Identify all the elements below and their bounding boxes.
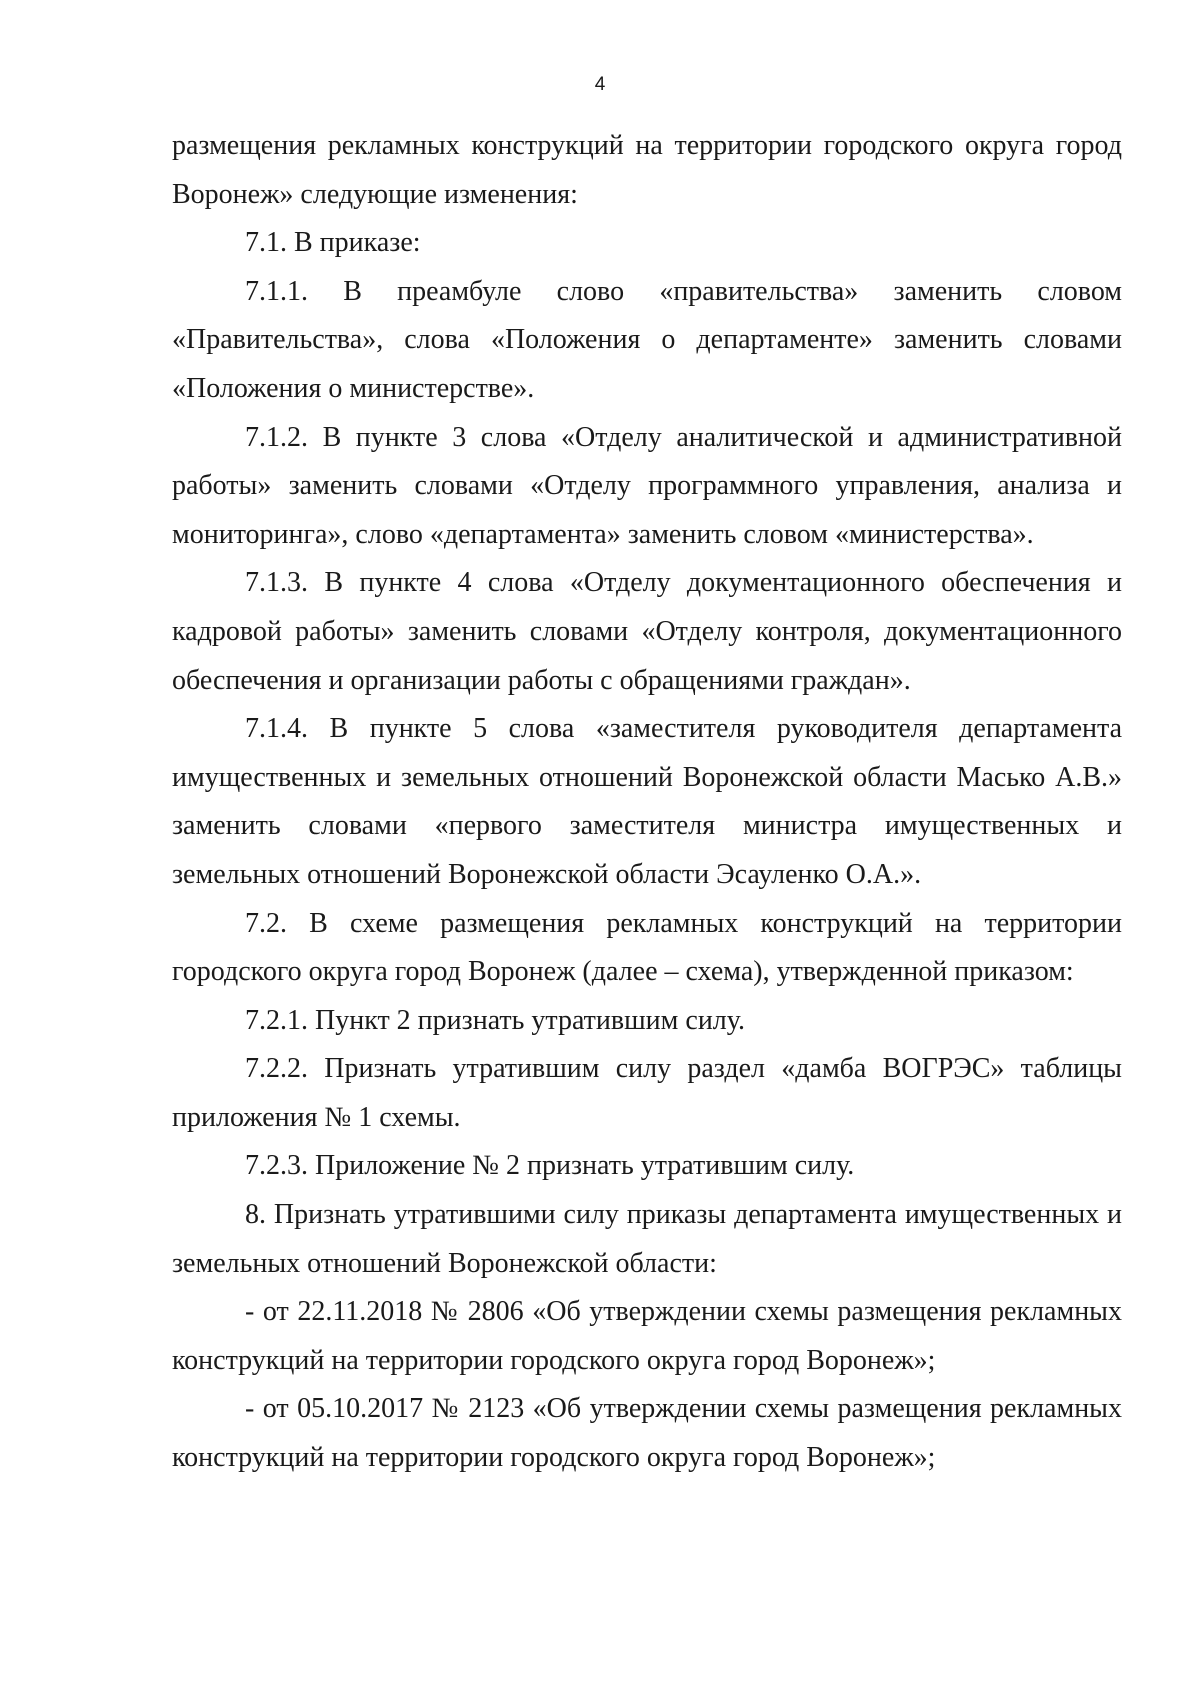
paragraph-8: 8. Признать утратившими силу приказы департамента имущественных и земельных отношений Воронежской области: <box>172 1199 1122 1279</box>
paragraph-7-1-3: 7.1.3. В пункте 4 слова «Отделу документационного обеспечения и кадровой работы» заменить словами «Отделу контроля, документационного обеспечения и организации работы с обращениями граждан». <box>172 567 1122 696</box>
paragraph-7-1-1: 7.1.1. В преамбуле слово «правительства» заменить словом «Правительства», слова «Положения о департаменте» заменить словами «Положения о министерстве». <box>172 275 1122 404</box>
paragraph-7-2-1: 7.2.1. Пункт 2 признать утратившим силу. <box>245 1004 745 1036</box>
page-number: 4 <box>594 74 606 95</box>
paragraph-7-2: 7.2. В схеме размещения рекламных конструкций на территории городского округа город Воронеж (далее – схема), утвержденной приказом: <box>172 907 1122 988</box>
paragraph-7-1-4: 7.1.4. В пункте 5 слова «заместителя руководителя департамента имущественных и земельных отношений Воронежской области Масько А.В.» заменить словами «первого заместителя министра имущественных и земельных отношений Воронежской области Эсауленко О.А.». <box>172 713 1122 890</box>
paragraph-intro: размещения рекламных конструкций на территории городского округа город Воронеж» следующие изменения: <box>172 130 1122 210</box>
paragraph-7-2-3: 7.2.3. Приложение № 2 признать утратившим силу. <box>245 1150 855 1182</box>
list-item-order-2806: - от 22.11.2018 № 2806 «Об утверждении схемы размещения рекламных конструкций на территории городского округа город Воронеж»; <box>172 1296 1122 1376</box>
document-body <box>172 122 1122 1483</box>
paragraph-7-2-2: 7.2.2. Признать утратившим силу раздел «дамба ВОГРЭС» таблицы приложения № 1 схемы. <box>172 1053 1122 1133</box>
paragraph-7-1: 7.1. В приказе: <box>245 227 421 259</box>
list-item-order-2123: - от 05.10.2017 № 2123 «Об утверждении схемы размещения рекламных конструкций на территории городского округа город Воронеж»; <box>172 1393 1122 1474</box>
paragraph-7-1-2: 7.1.2. В пункте 3 слова «Отделу аналитической и административной работы» заменить словами «Отделу программного управления, анализа и мониторинга», слово «департамента» заменить словом «министерства». <box>172 421 1122 550</box>
